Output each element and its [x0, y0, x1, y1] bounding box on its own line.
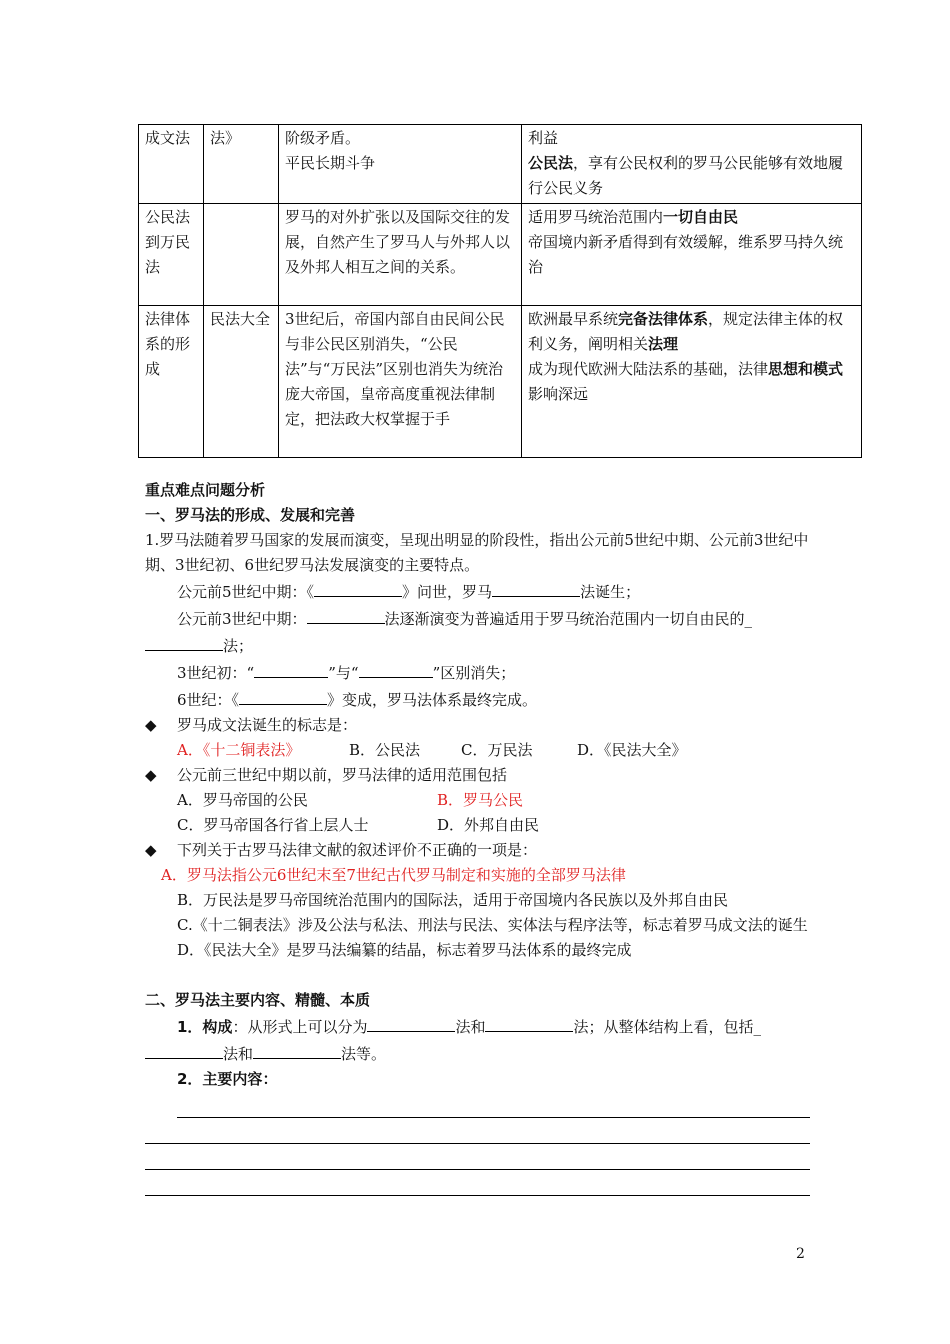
significance-line: 适用罗马统治范围内一切自由民 — [528, 208, 739, 226]
bold-term: 法理 — [648, 335, 679, 353]
significance-line: 利益 — [528, 129, 559, 147]
stage-cell — [139, 204, 204, 306]
table-row — [139, 306, 862, 458]
answer-blank[interactable] — [239, 686, 327, 705]
answer-line[interactable] — [177, 1092, 810, 1118]
stage-cell — [139, 306, 204, 458]
fill-line: 1．构成：从形式上可以分为 法和 法；从整体结构上看，包括_ — [145, 1013, 810, 1040]
document-cell — [204, 204, 279, 306]
diamond-bullet-icon: ◆ — [145, 841, 157, 859]
background-line: 阶级矛盾。 — [285, 129, 361, 147]
part2-heading: 二、罗马法主要内容、精髓、本质 — [145, 991, 371, 1009]
background-cell: 3世纪后，帝国内部自由民间公民与非公民区别消失，“公民法”与“万民法”区别也消失为统治庞大帝国，皇帝高度重视法律制定，把法政大权掌握于手 — [279, 306, 522, 458]
option-a[interactable]: A．罗马帝国的公民 — [177, 791, 308, 809]
analysis-section — [145, 478, 810, 1196]
roman-law-table — [138, 124, 862, 458]
stage-cell — [139, 125, 204, 204]
fill-line: 3世纪初：“ ”与“ ”区别消失； — [145, 659, 810, 686]
mc-options — [145, 788, 810, 813]
fill-line: 6世纪：《 》变成，罗马法体系最终完成。 — [145, 686, 810, 713]
fill-line: 法； — [145, 632, 810, 659]
option-b[interactable]: B．罗马公民 — [437, 791, 524, 809]
significance-line: 公民法，享有公民权利的罗马公民能够有效地履行公民义务 — [528, 154, 844, 197]
document-cell: 法》 — [204, 125, 279, 204]
answer-blank[interactable] — [145, 1040, 223, 1059]
stage-label: 法律体系的形成 — [145, 310, 191, 378]
spacer — [145, 963, 810, 988]
fill-line: 公元前5世纪中期：《 》问世，罗马 法诞生； — [145, 578, 810, 605]
option-b[interactable]: B．万民法是罗马帝国统治范围内的国际法，适用于帝国境内各民族以及外邦自由民 — [177, 891, 729, 909]
option-a[interactable]: A．罗马法指公元6世纪末至7世纪古代罗马制定和实施的全部罗马法律 — [161, 866, 626, 884]
answer-blank[interactable] — [367, 1013, 455, 1032]
answer-blank[interactable] — [359, 659, 433, 678]
mc-question-2: ◆ 公元前三世纪中期以前，罗马法律的适用范围包括 — [145, 763, 810, 788]
significance-line: 帝国境内新矛盾得到有效缓解，维系罗马持久统治 — [528, 233, 844, 276]
bold-term: 一切自由民 — [663, 208, 739, 226]
background-cell — [279, 125, 522, 204]
bold-term: 公民法 — [528, 154, 574, 172]
option-c[interactable]: C．罗马帝国各行省上层人士 — [177, 816, 369, 834]
option-c[interactable]: C．万民法 — [461, 741, 533, 759]
bold-term: 完备法律体系 — [618, 310, 709, 328]
answer-line[interactable] — [145, 1118, 810, 1144]
answer-blank[interactable] — [485, 1013, 573, 1032]
answer-blank[interactable] — [254, 659, 328, 678]
section-title: 重点难点问题分析 — [145, 481, 266, 499]
answer-blank[interactable] — [145, 632, 223, 651]
significance-cell — [522, 306, 862, 458]
diamond-bullet-icon: ◆ — [145, 766, 157, 784]
answer-blank[interactable] — [314, 578, 402, 597]
mc-question-3: ◆ 下列关于古罗马法律文献的叙述评价不正确的一项是： — [145, 838, 810, 863]
diamond-bullet-icon: ◆ — [145, 716, 157, 734]
bold-term: 思想和模式 — [768, 360, 844, 378]
significance-line: 成为现代欧洲大陆法系的基础，法律思想和模式影响深远 — [528, 360, 844, 403]
option-d[interactable]: D．《民法大全》是罗马法编纂的结晶，标志着罗马法体系的最终完成 — [177, 941, 632, 959]
option-d[interactable]: D．《民法大全》 — [577, 741, 687, 759]
part1-heading: 一、罗马法的形成、发展和完善 — [145, 506, 356, 524]
significance-cell — [522, 204, 862, 306]
stage-label: 成文法 — [145, 129, 191, 147]
document-cell: 民法大全 — [204, 306, 279, 458]
mc-options — [145, 738, 810, 763]
item2-label: 2．主要内容： — [177, 1070, 278, 1088]
background-cell: 罗马的对外扩张以及国际交往的发展，自然产生了罗马人与外邦人以及外邦人相互之间的关系。 — [279, 204, 522, 306]
option-b[interactable]: B．公民法 — [349, 741, 421, 759]
answer-blank[interactable] — [253, 1040, 341, 1059]
significance-line: 欧洲最早系统完备法律体系，规定法律主体的权利义务，阐明相关法理 — [528, 310, 844, 353]
option-a[interactable]: A．《十二铜表法》 — [177, 741, 301, 759]
answer-line[interactable] — [145, 1144, 810, 1170]
background-line: 平民长期斗争 — [285, 154, 376, 172]
significance-cell — [522, 125, 862, 204]
mc-question-1: ◆ 罗马成文法诞生的标志是： — [145, 713, 810, 738]
question-1: 1.罗马法随着罗马国家的发展而演变，呈现出明显的阶段性，指出公元前5世纪中期、公元前3世纪中期、3世纪初、6世纪罗马法发展演变的主要特点。 — [145, 531, 809, 574]
answer-blank[interactable] — [492, 578, 580, 597]
stage-label: 公民法到万民法 — [145, 208, 191, 276]
answer-blank[interactable] — [307, 605, 385, 624]
table-row — [139, 125, 862, 204]
answer-line[interactable] — [145, 1170, 810, 1196]
option-d[interactable]: D．外邦自由民 — [437, 816, 540, 834]
mc-options — [145, 813, 810, 838]
option-c[interactable]: C.《十二铜表法》涉及公法与私法、刑法与民法、实体法与程序法等，标志着罗马成文法的诞生 — [177, 916, 808, 934]
fill-line: 法和 法等。 — [145, 1040, 810, 1067]
table-row — [139, 204, 862, 306]
page-number: 2 — [796, 1246, 805, 1262]
fill-line: 公元前3世纪中期： 法逐渐演变为普遍适用于罗马统治范围内一切自由民的_ — [145, 605, 810, 632]
